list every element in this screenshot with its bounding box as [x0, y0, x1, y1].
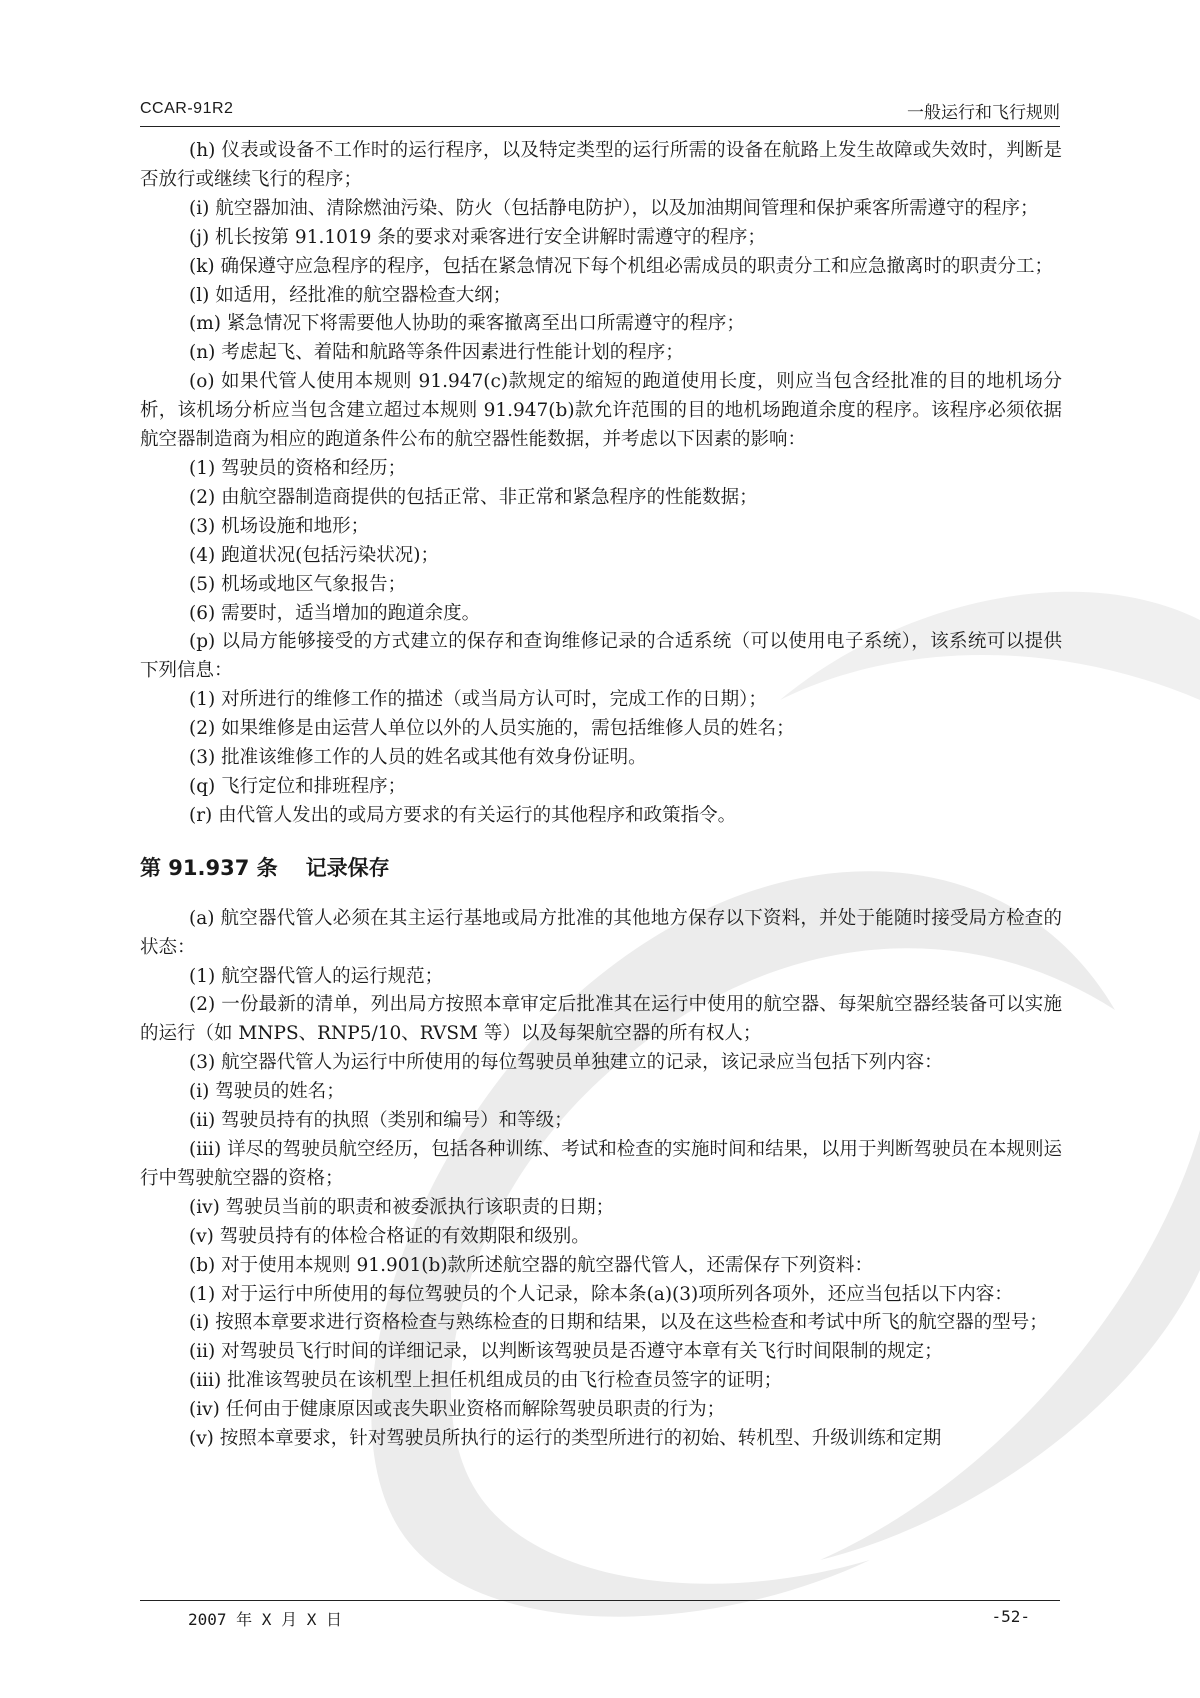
footer-date: 2007 年 X 月 X 日 [188, 1610, 342, 1629]
list-item: (n) 考虑起飞、着陆和航路等条件因素进行性能计划的程序； [189, 342, 684, 364]
list-item: (4) 跑道状况(包括污染状况)； [189, 544, 440, 566]
list-item: (2) 如果维修是由运营人单位以外的人员实施的，需包括维修人员的姓名； [189, 718, 795, 740]
page-header [140, 96, 1060, 127]
list-item: (ii) 对驾驶员飞行时间的详细记录，以判断该驾驶员是否遵守本章有关飞行时间限制的规定； [189, 1341, 943, 1363]
section-number: 第 91.937 条 [140, 855, 278, 880]
list-item: (q) 飞行定位和排班程序； [189, 775, 407, 797]
list-item: (v) 按照本章要求，针对驾驶员所执行的运行的类型所进行的初始、转机型、升级训练和定期 [189, 1428, 942, 1450]
list-item: (5) 机场或地区气象报告； [189, 573, 407, 595]
list-item: (k) 确保遵守应急程序的程序，包括在紧急情况下每个机组必需成员的职责分工和应急撤离时的职责分工； [189, 255, 1054, 277]
list-item: (j) 机长按第 91.1019 条的要求对乘客进行安全讲解时需遵守的程序； [189, 226, 766, 248]
list-item: (l) 如适用，经批准的航空器检查大纲； [189, 284, 512, 306]
list-item: (i) 驾驶员的姓名； [189, 1081, 345, 1103]
list-item: (1) 对于运行中所使用的每位驾驶员的个人记录，除本条(a)(3)项所列各项外，还应当包括以下内容： [189, 1283, 1013, 1305]
list-item: (ii) 驾驶员持有的执照（类别和编号）和等级； [189, 1110, 573, 1132]
list-item: (a) 航空器代管人必须在其主运行基地或局方批准的其他地方保存以下资料，并处于能随时接受局方检查的状态： [140, 907, 1062, 958]
list-item: (1) 对所进行的维修工作的描述（或当局方认可时，完成工作的日期）； [189, 689, 767, 711]
list-item: (iv) 驾驶员当前的职责和被委派执行该职责的日期； [189, 1196, 615, 1218]
list-item: (h) 仪表或设备不工作时的运行程序，以及特定类型的运行所需的设备在航路上发生故障或失效时，判断是否放行或继续飞行的程序； [140, 140, 1062, 190]
header-title: 一般运行和飞行规则 [907, 103, 1060, 123]
list-item: (p) 以局方能够接受的方式建立的保存和查询维修记录的合适系统（可以使用电子系统），该系统可以提供下列信息： [140, 631, 1062, 682]
list-item: (iii) 详尽的驾驶员航空经历，包括各种训练、考试和检查的实施时间和结果，以用于判断驾驶员在本规则运行中驾驶航空器的资格； [140, 1139, 1062, 1189]
record-keeping-list [140, 905, 1062, 1454]
section-heading [140, 853, 1062, 883]
list-item: (i) 航空器加油、清除燃油污染、防火（包括静电防护），以及加油期间管理和保护乘客所需遵守的程序； [189, 197, 1039, 219]
list-item: (iii) 批准该驾驶员在该机型上担任机组成员的由飞行检查员签字的证明； [189, 1370, 783, 1392]
page-footer [140, 1600, 1060, 1629]
list-item: (3) 航空器代管人为运行中所使用的每位驾驶员单独建立的记录，该记录应当包括下列内容： [189, 1052, 943, 1074]
document-code: CCAR-91R2 [140, 100, 234, 117]
list-item: (1) 驾驶员的资格和经历； [189, 457, 407, 479]
list-item: (v) 驾驶员持有的体检合格证的有效期限和级别。 [189, 1225, 590, 1247]
list-item: (r) 由代管人发出的或局方要求的有关运行的其他程序和政策指令。 [189, 804, 737, 826]
page-body [140, 137, 1062, 1454]
list-item: (2) 由航空器制造商提供的包括正常、非正常和紧急程序的性能数据； [189, 486, 758, 508]
list-item: (1) 航空器代管人的运行规范； [189, 965, 444, 987]
page-number: -52- [991, 1607, 1030, 1626]
list-item: (6) 需要时，适当增加的跑道余度。 [189, 602, 481, 624]
list-item: (o) 如果代管人使用本规则 91.947(c)款规定的缩短的跑道使用长度，则应当包含经批准的目的地机场分析，该机场分析应当包含建立超过本规则 91.947(b)款允许范围的目的地机场跑道余度的程序。该程序必须依据航空器制造商为相应的跑道条件公布的航空器性能数据，并考虑以下因素的影响： [140, 371, 1062, 451]
list-item: (b) 对于使用本规则 91.901(b)款所述航空器的航空器代管人，还需保存下列资料： [189, 1254, 874, 1276]
procedure-list [140, 137, 1062, 831]
list-item: (i) 按照本章要求进行资格检查与熟练检查的日期和结果，以及在这些检查和考试中所飞的航空器的型号； [189, 1312, 1048, 1334]
list-item: (3) 机场设施和地形； [189, 515, 370, 537]
list-item: (3) 批准该维修工作的人员的姓名或其他有效身份证明。 [189, 747, 647, 769]
section-title: 记录保存 [305, 855, 390, 880]
list-item: (m) 紧急情况下将需要他人协助的乘客撤离至出口所需遵守的程序； [189, 313, 745, 335]
list-item: (iv) 任何由于健康原因或丧失职业资格而解除驾驶员职责的行为； [189, 1399, 726, 1421]
list-item: (2) 一份最新的清单，列出局方按照本章审定后批准其在运行中使用的航空器、每架航空器经装备可以实施的运行（如 MNPS、RNP5/10、RVSM 等）以及每架航空器的所有权人； [140, 994, 1062, 1045]
